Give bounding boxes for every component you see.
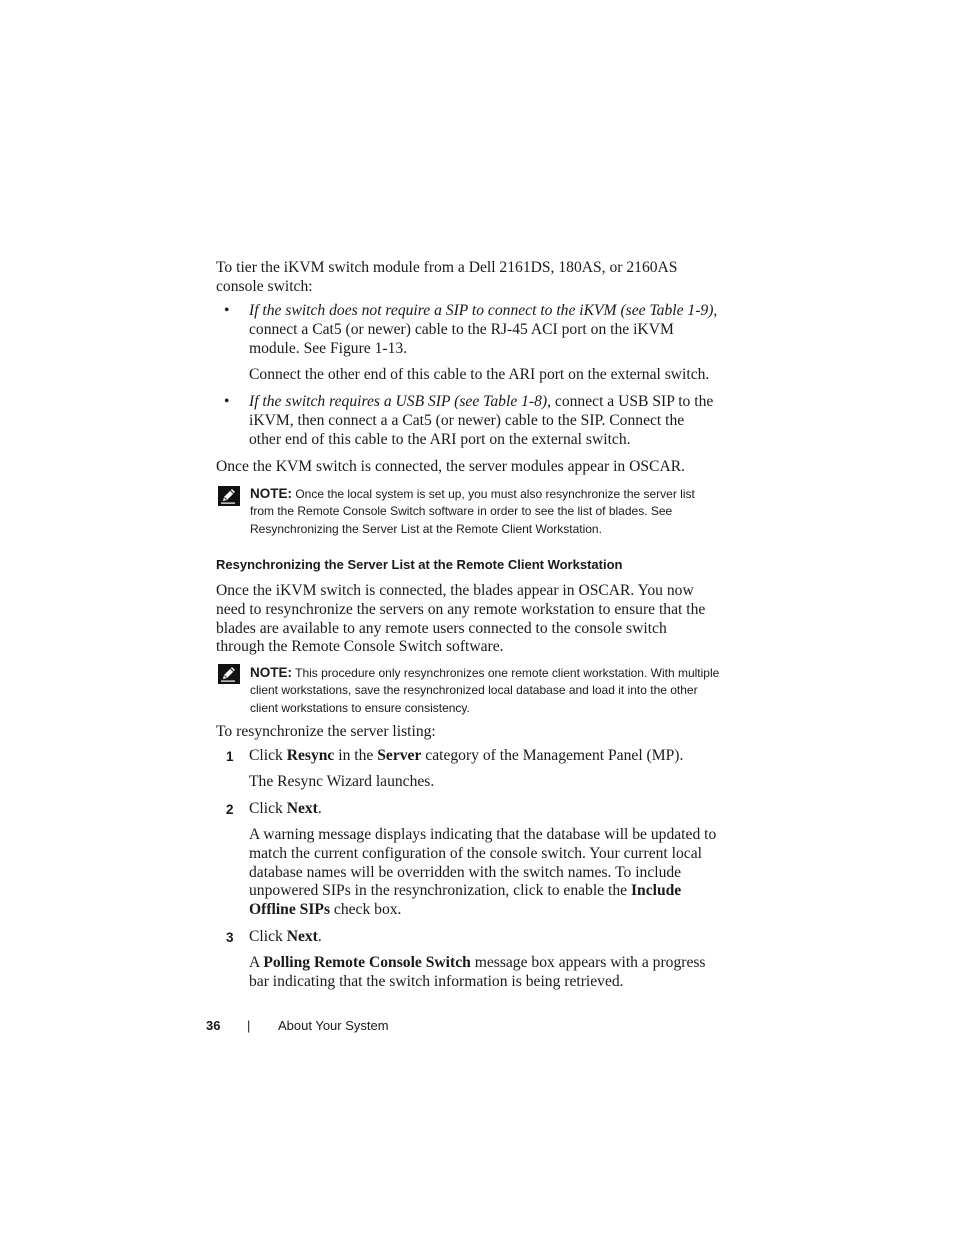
note-body: This procedure only resynchronizes one remote client workstation. With multiple client workstations, save the resynchronized local database and load it into the other client workstations to ensure consistency. [250, 666, 720, 715]
step-instruction [249, 747, 719, 766]
bullet-condition: If the switch does not require a SIP to connect to the iKVM (see Table 1-9) [249, 302, 714, 319]
step-text: . [317, 800, 322, 817]
footer-separator: | [247, 1018, 251, 1033]
step-text: category of the Management Panel (MP). [421, 747, 684, 764]
page-number: 36 [206, 1018, 221, 1033]
step-result: The Resync Wizard launches. [249, 773, 435, 790]
ui-term: Include Offline SIPs [249, 882, 682, 919]
note [250, 664, 720, 717]
step-number: 3 [226, 930, 234, 945]
bullet-item [249, 302, 719, 358]
footer-section-title: About Your System [278, 1018, 389, 1033]
ui-term: Polling Remote Console Switch [263, 954, 471, 971]
step-text: A warning message displays indicating that the database will be updated to match the current configuration of the console switch. Your current local database names will be overridden with the switch names. To include unpowered SIPs in the resynchronization, click to enable the [249, 826, 717, 900]
step-text: A [249, 954, 264, 971]
section-heading: Resynchronizing the Server List at the Remote Client Workstation [216, 557, 623, 572]
bullet-item [249, 393, 719, 449]
bullet-marker: • [224, 302, 230, 319]
step-text: check box. [330, 901, 402, 919]
bullet-instruction: , connect a Cat5 (or newer) cable to the RJ-45 ACI port on the iKVM module. See Figure 1-13. [249, 302, 718, 357]
step-text: in the [334, 747, 378, 764]
bullet-instruction: , connect a USB SIP to the iKVM, then connect a a Cat5 (or newer) cable to the SIP. Connect the other end of this cable to the ARI port on the external switch. [249, 393, 714, 448]
ui-term: Next [286, 928, 318, 945]
note-pencil-icon [218, 486, 240, 506]
step-text: . [317, 928, 322, 945]
step-text: message box appears with a progress bar indicating that the switch information is being retrieved. [249, 954, 706, 990]
connected-paragraph: Once the KVM switch is connected, the server modules appear in OSCAR. [216, 458, 686, 475]
ui-term: Next [286, 800, 318, 817]
step-text: Click [249, 747, 287, 764]
step-text: Click [249, 928, 287, 945]
step-number: 2 [226, 802, 234, 817]
step-instruction [249, 928, 719, 947]
note-label: NOTE: [250, 486, 292, 501]
ui-term: Resync [286, 747, 335, 764]
bullet-followup: Connect the other end of this cable to the ARI port on the external switch. [249, 366, 710, 383]
step-result [249, 826, 719, 920]
intro-paragraph: To tier the iKVM switch module from a Dell 2161DS, 180AS, or 2160AS console switch: [216, 259, 678, 295]
note-label: NOTE: [250, 665, 292, 680]
note-pencil-icon [218, 664, 240, 684]
bullet-marker: • [224, 393, 230, 410]
step-number: 1 [226, 749, 234, 764]
step-text: Click [249, 800, 287, 817]
step-result [249, 954, 719, 992]
ui-term: Server [377, 747, 422, 764]
steps-intro: To resynchronize the server listing: [216, 723, 436, 740]
note [250, 485, 720, 538]
section-paragraph: Once the iKVM switch is connected, the blades appear in OSCAR. You now need to resynchronize the servers on any remote workstation to ensure that the blades are available to any remote users connected to the console switch through the Remote Console Switch software. [216, 582, 706, 656]
bullet-condition: If the switch requires a USB SIP (see Table 1-8) [249, 393, 548, 410]
step-instruction [249, 800, 719, 819]
note-body: Once the local system is set up, you must also resynchronize the server list from the Remote Console Switch software in order to see the list of blades. See Resynchronizing the Server List at the Remote Client Workstation. [250, 487, 695, 536]
